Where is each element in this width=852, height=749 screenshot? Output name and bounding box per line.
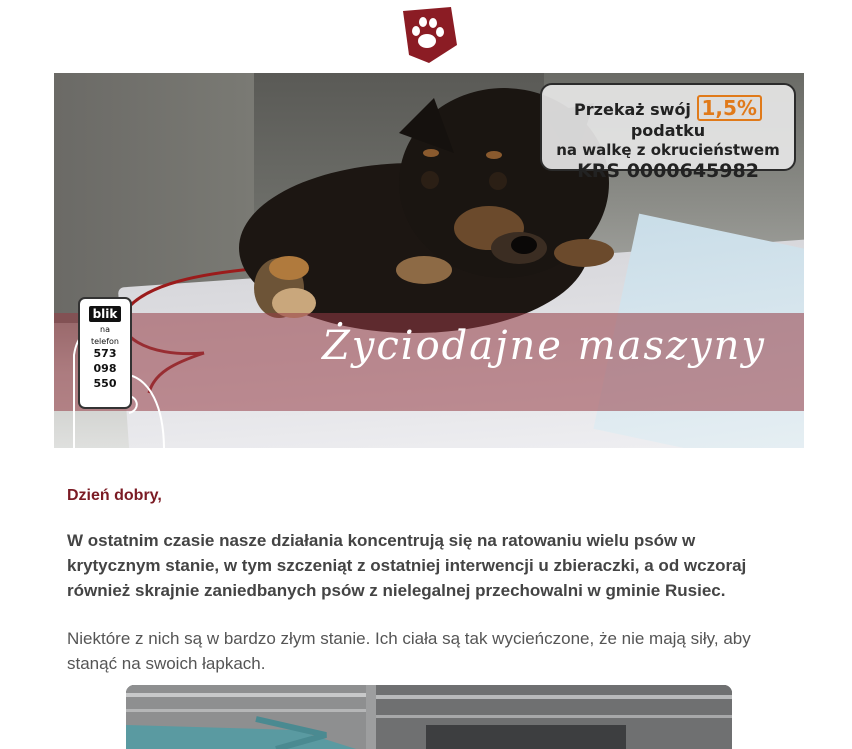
intro-paragraph: W ostatnim czasie nasze działania koncentrują się na ratowaniu wielu psów w krytycznym stanie, w tym szczeniąt z ostatniej interwencji u zbieraczki, a od wczoraj również skrajnie zaniedbanych psów z nielegalnej przechowalni w gminie Rusiec.	[67, 531, 747, 600]
tax-percent: 1,5%	[697, 95, 762, 121]
blik-number-part: 550	[93, 377, 117, 390]
tax-prefix: Przekaż swój	[574, 100, 691, 119]
tax-badge-line2: na walkę z okrucieństwem	[556, 141, 780, 159]
blik-number-part: 573	[93, 347, 117, 360]
phone-icon	[78, 297, 132, 409]
paw-logo-icon[interactable]	[399, 5, 459, 65]
blik-number-part: 098	[93, 362, 117, 375]
kennel-photo[interactable]	[126, 685, 732, 749]
blik-phone-graphic[interactable]	[69, 295, 169, 448]
blik-label-telefon: telefon	[91, 337, 119, 346]
blik-logo: blik	[89, 306, 122, 322]
blik-label-na: na	[100, 325, 110, 334]
krs-number: KRS 0000645982	[577, 160, 759, 182]
hero-banner[interactable]	[54, 73, 804, 448]
tax-badge-line1	[542, 95, 794, 140]
tax-donation-badge[interactable]	[540, 83, 796, 182]
body-paragraph: Niektóre z nich są w bardzo złym stanie. Ich ciała są tak wycieńczone, że nie mają siły, aby stanąć na swoich łapkach.	[67, 629, 751, 673]
greeting: Dzień dobry,	[67, 487, 162, 504]
banner-title: Życiodajne maszyny	[321, 323, 766, 369]
tax-suffix: podatku	[630, 121, 706, 140]
